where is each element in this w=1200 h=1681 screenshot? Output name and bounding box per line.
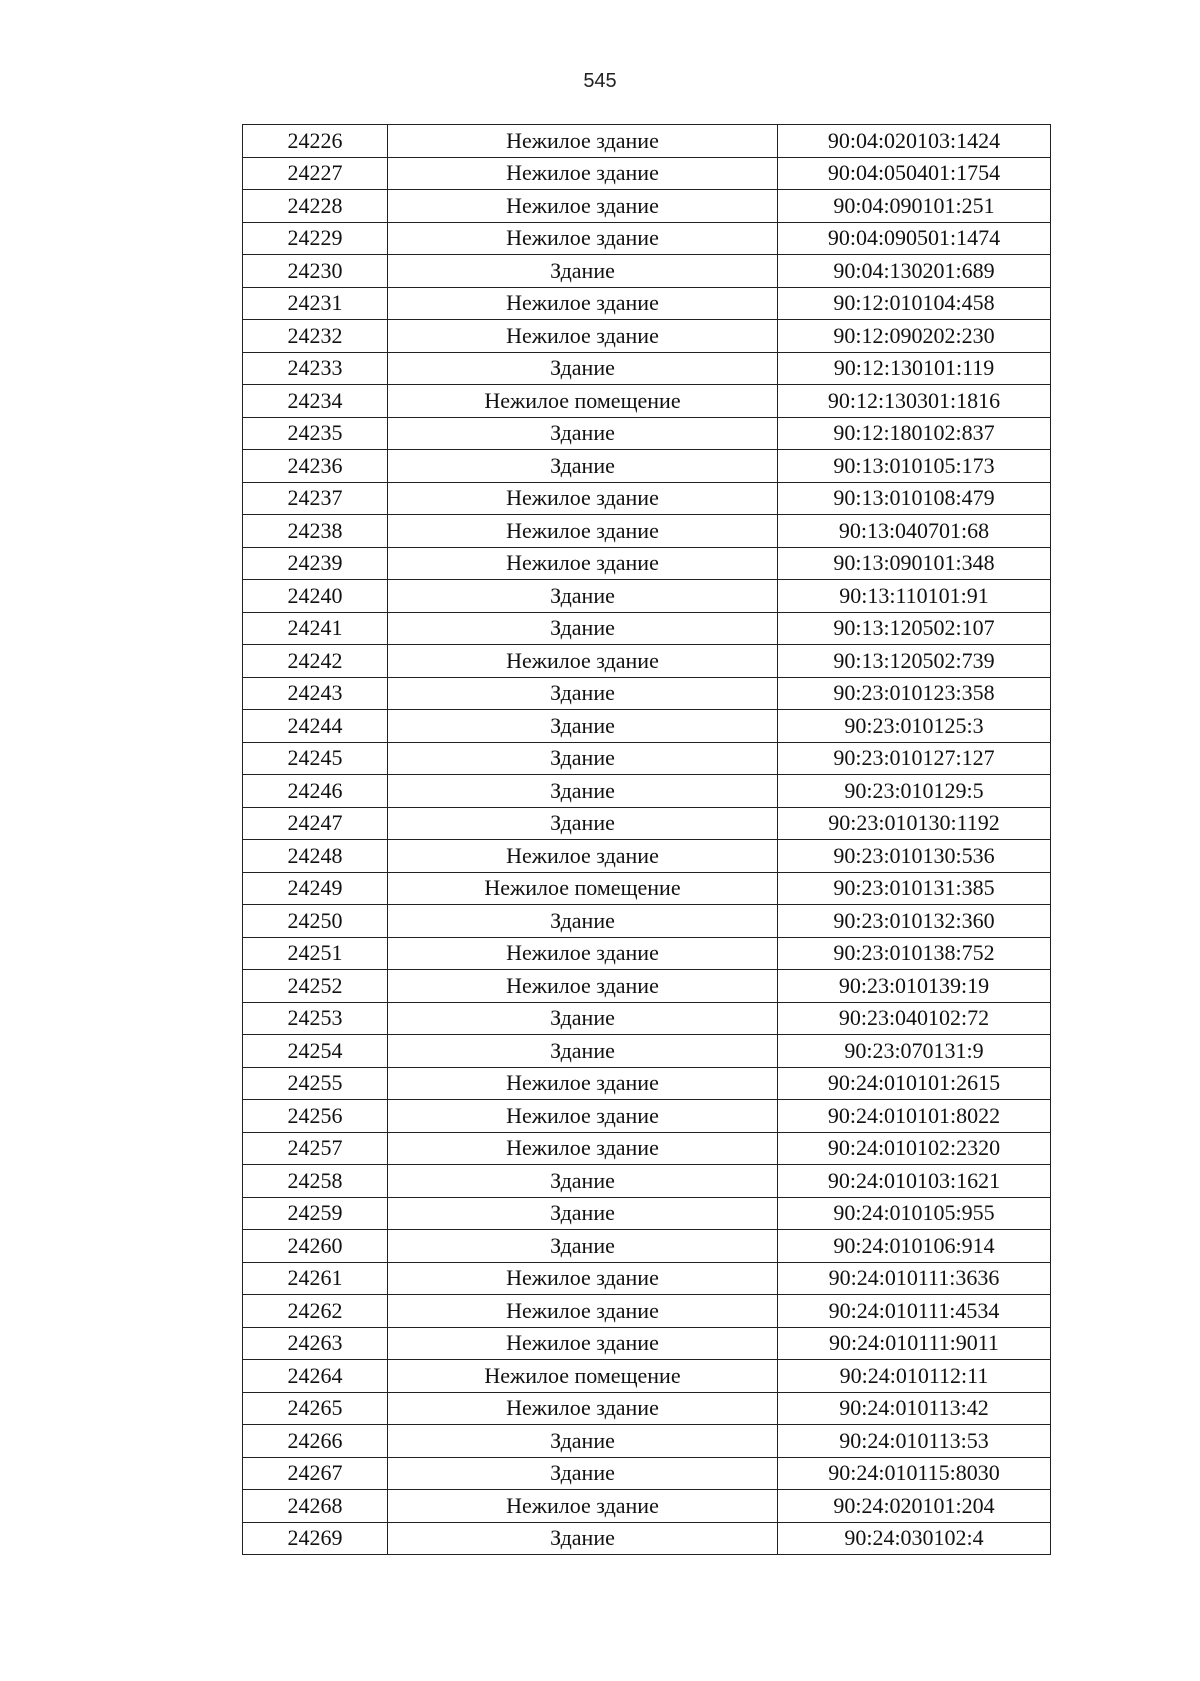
object-name-cell: Нежилое здание bbox=[388, 125, 778, 158]
row-number-cell: 24266 bbox=[243, 1425, 388, 1458]
table-row bbox=[243, 645, 1051, 678]
table-row bbox=[243, 352, 1051, 385]
object-name-cell: Здание bbox=[388, 775, 778, 808]
object-name-cell: Нежилое здание bbox=[388, 287, 778, 320]
row-number-cell: 24239 bbox=[243, 547, 388, 580]
table-row bbox=[243, 125, 1051, 158]
row-number-cell: 24227 bbox=[243, 157, 388, 190]
object-name-cell: Нежилое здание bbox=[388, 1262, 778, 1295]
row-number-cell: 24229 bbox=[243, 222, 388, 255]
cadastral-number-cell: 90:24:010113:53 bbox=[778, 1425, 1051, 1458]
page-number: 545 bbox=[583, 70, 617, 92]
table-row bbox=[243, 1490, 1051, 1523]
cadastral-number-cell: 90:04:090501:1474 bbox=[778, 222, 1051, 255]
cadastral-number-cell: 90:24:010112:11 bbox=[778, 1360, 1051, 1393]
object-name-cell: Здание bbox=[388, 1165, 778, 1198]
object-name-cell: Здание bbox=[388, 1425, 778, 1458]
object-name-cell: Здание bbox=[388, 1035, 778, 1068]
table-row bbox=[243, 580, 1051, 613]
table-row bbox=[243, 1165, 1051, 1198]
object-name-cell: Здание bbox=[388, 710, 778, 743]
row-number-cell: 24247 bbox=[243, 807, 388, 840]
object-name-cell: Нежилое здание bbox=[388, 222, 778, 255]
row-number-cell: 24269 bbox=[243, 1522, 388, 1555]
object-name-cell: Нежилое здание bbox=[388, 1327, 778, 1360]
table-row bbox=[243, 710, 1051, 743]
object-name-cell: Здание bbox=[388, 580, 778, 613]
object-name-cell: Здание bbox=[388, 255, 778, 288]
row-number-cell: 24261 bbox=[243, 1262, 388, 1295]
row-number-cell: 24268 bbox=[243, 1490, 388, 1523]
object-name-cell: Здание bbox=[388, 612, 778, 645]
cadastral-number-cell: 90:23:010138:752 bbox=[778, 937, 1051, 970]
cadastral-number-cell: 90:13:120502:739 bbox=[778, 645, 1051, 678]
cadastral-number-cell: 90:23:010139:19 bbox=[778, 970, 1051, 1003]
object-name-cell: Нежилое здание bbox=[388, 970, 778, 1003]
cadastral-number-cell: 90:23:010129:5 bbox=[778, 775, 1051, 808]
object-name-cell: Здание bbox=[388, 450, 778, 483]
table-row bbox=[243, 807, 1051, 840]
table-row bbox=[243, 1002, 1051, 1035]
cadastral-number-cell: 90:12:010104:458 bbox=[778, 287, 1051, 320]
object-name-cell: Нежилое здание bbox=[388, 1392, 778, 1425]
table-row bbox=[243, 937, 1051, 970]
cadastral-number-cell: 90:23:040102:72 bbox=[778, 1002, 1051, 1035]
cadastral-number-cell: 90:24:010103:1621 bbox=[778, 1165, 1051, 1198]
cadastral-number-cell: 90:13:090101:348 bbox=[778, 547, 1051, 580]
cadastral-number-cell: 90:24:010111:9011 bbox=[778, 1327, 1051, 1360]
cadastral-number-cell: 90:12:130301:1816 bbox=[778, 385, 1051, 418]
row-number-cell: 24253 bbox=[243, 1002, 388, 1035]
table-row bbox=[243, 677, 1051, 710]
cadastral-number-cell: 90:13:040701:68 bbox=[778, 515, 1051, 548]
cadastral-number-cell: 90:13:120502:107 bbox=[778, 612, 1051, 645]
object-name-cell: Здание bbox=[388, 807, 778, 840]
row-number-cell: 24238 bbox=[243, 515, 388, 548]
object-name-cell: Здание bbox=[388, 1457, 778, 1490]
row-number-cell: 24257 bbox=[243, 1132, 388, 1165]
table-row bbox=[243, 1197, 1051, 1230]
table-row bbox=[243, 450, 1051, 483]
cadastral-number-cell: 90:24:010106:914 bbox=[778, 1230, 1051, 1263]
table-row bbox=[243, 1425, 1051, 1458]
cadastral-number-cell: 90:24:010101:8022 bbox=[778, 1100, 1051, 1133]
row-number-cell: 24236 bbox=[243, 450, 388, 483]
cadastral-number-cell: 90:24:010111:3636 bbox=[778, 1262, 1051, 1295]
cadastral-number-cell: 90:23:010131:385 bbox=[778, 872, 1051, 905]
object-name-cell: Нежилое здание bbox=[388, 547, 778, 580]
row-number-cell: 24244 bbox=[243, 710, 388, 743]
object-name-cell: Нежилое помещение bbox=[388, 385, 778, 418]
row-number-cell: 24254 bbox=[243, 1035, 388, 1068]
table-row bbox=[243, 385, 1051, 418]
table-row bbox=[243, 287, 1051, 320]
object-name-cell: Здание bbox=[388, 742, 778, 775]
cadastral-number-cell: 90:23:010132:360 bbox=[778, 905, 1051, 938]
cadastral-number-cell: 90:13:010108:479 bbox=[778, 482, 1051, 515]
cadastral-number-cell: 90:13:010105:173 bbox=[778, 450, 1051, 483]
cadastral-number-cell: 90:24:020101:204 bbox=[778, 1490, 1051, 1523]
object-name-cell: Нежилое здание bbox=[388, 840, 778, 873]
cadastral-number-cell: 90:24:010101:2615 bbox=[778, 1067, 1051, 1100]
table-row bbox=[243, 872, 1051, 905]
object-name-cell: Нежилое здание bbox=[388, 1295, 778, 1328]
object-name-cell: Здание bbox=[388, 1522, 778, 1555]
row-number-cell: 24246 bbox=[243, 775, 388, 808]
table-row bbox=[243, 1457, 1051, 1490]
table-row bbox=[243, 1262, 1051, 1295]
row-number-cell: 24262 bbox=[243, 1295, 388, 1328]
object-name-cell: Здание bbox=[388, 352, 778, 385]
object-name-cell: Здание bbox=[388, 417, 778, 450]
cadastral-number-cell: 90:23:010130:1192 bbox=[778, 807, 1051, 840]
row-number-cell: 24235 bbox=[243, 417, 388, 450]
cadastral-number-cell: 90:04:090101:251 bbox=[778, 190, 1051, 223]
cadastral-number-cell: 90:23:010125:3 bbox=[778, 710, 1051, 743]
cadastral-number-cell: 90:24:010113:42 bbox=[778, 1392, 1051, 1425]
table-row bbox=[243, 775, 1051, 808]
table-row bbox=[243, 1392, 1051, 1425]
object-name-cell: Нежилое здание bbox=[388, 190, 778, 223]
row-number-cell: 24265 bbox=[243, 1392, 388, 1425]
row-number-cell: 24226 bbox=[243, 125, 388, 158]
table-row bbox=[243, 970, 1051, 1003]
table-row bbox=[243, 255, 1051, 288]
cadastral-number-cell: 90:04:050401:1754 bbox=[778, 157, 1051, 190]
cadastral-number-cell: 90:24:010105:955 bbox=[778, 1197, 1051, 1230]
cadastral-number-cell: 90:04:020103:1424 bbox=[778, 125, 1051, 158]
row-number-cell: 24260 bbox=[243, 1230, 388, 1263]
row-number-cell: 24234 bbox=[243, 385, 388, 418]
object-name-cell: Нежилое здание bbox=[388, 1100, 778, 1133]
registry-table-body bbox=[243, 125, 1051, 1555]
row-number-cell: 24232 bbox=[243, 320, 388, 353]
cadastral-number-cell: 90:23:010130:536 bbox=[778, 840, 1051, 873]
object-name-cell: Здание bbox=[388, 1197, 778, 1230]
object-name-cell: Нежилое здание bbox=[388, 515, 778, 548]
row-number-cell: 24249 bbox=[243, 872, 388, 905]
object-name-cell: Нежилое здание bbox=[388, 157, 778, 190]
row-number-cell: 24241 bbox=[243, 612, 388, 645]
table-row bbox=[243, 547, 1051, 580]
table-row bbox=[243, 742, 1051, 775]
cadastral-number-cell: 90:24:030102:4 bbox=[778, 1522, 1051, 1555]
object-name-cell: Здание bbox=[388, 1002, 778, 1035]
table-row bbox=[243, 1100, 1051, 1133]
table-row bbox=[243, 612, 1051, 645]
row-number-cell: 24228 bbox=[243, 190, 388, 223]
registry-table bbox=[242, 124, 1051, 1555]
object-name-cell: Нежилое здание bbox=[388, 1132, 778, 1165]
row-number-cell: 24231 bbox=[243, 287, 388, 320]
table-row bbox=[243, 840, 1051, 873]
object-name-cell: Нежилое здание bbox=[388, 320, 778, 353]
cadastral-number-cell: 90:23:010127:127 bbox=[778, 742, 1051, 775]
row-number-cell: 24251 bbox=[243, 937, 388, 970]
table-row bbox=[243, 320, 1051, 353]
object-name-cell: Здание bbox=[388, 1230, 778, 1263]
cadastral-number-cell: 90:12:090202:230 bbox=[778, 320, 1051, 353]
row-number-cell: 24248 bbox=[243, 840, 388, 873]
row-number-cell: 24256 bbox=[243, 1100, 388, 1133]
table-row bbox=[243, 1132, 1051, 1165]
row-number-cell: 24230 bbox=[243, 255, 388, 288]
row-number-cell: 24243 bbox=[243, 677, 388, 710]
object-name-cell: Нежилое здание bbox=[388, 482, 778, 515]
cadastral-number-cell: 90:13:110101:91 bbox=[778, 580, 1051, 613]
cadastral-number-cell: 90:12:130101:119 bbox=[778, 352, 1051, 385]
table-row bbox=[243, 417, 1051, 450]
table-row bbox=[243, 1522, 1051, 1555]
object-name-cell: Нежилое здание bbox=[388, 1067, 778, 1100]
object-name-cell: Нежилое здание bbox=[388, 937, 778, 970]
table-row bbox=[243, 1360, 1051, 1393]
row-number-cell: 24267 bbox=[243, 1457, 388, 1490]
row-number-cell: 24242 bbox=[243, 645, 388, 678]
row-number-cell: 24245 bbox=[243, 742, 388, 775]
row-number-cell: 24240 bbox=[243, 580, 388, 613]
row-number-cell: 24263 bbox=[243, 1327, 388, 1360]
object-name-cell: Нежилое здание bbox=[388, 1490, 778, 1523]
table-row bbox=[243, 515, 1051, 548]
row-number-cell: 24259 bbox=[243, 1197, 388, 1230]
cadastral-number-cell: 90:12:180102:837 bbox=[778, 417, 1051, 450]
cadastral-number-cell: 90:23:070131:9 bbox=[778, 1035, 1051, 1068]
object-name-cell: Здание bbox=[388, 905, 778, 938]
table-row bbox=[243, 1295, 1051, 1328]
object-name-cell: Нежилое помещение bbox=[388, 872, 778, 905]
table-row bbox=[243, 1035, 1051, 1068]
cadastral-number-cell: 90:24:010115:8030 bbox=[778, 1457, 1051, 1490]
table-row bbox=[243, 222, 1051, 255]
object-name-cell: Здание bbox=[388, 677, 778, 710]
table-row bbox=[243, 1067, 1051, 1100]
row-number-cell: 24264 bbox=[243, 1360, 388, 1393]
table-row bbox=[243, 905, 1051, 938]
object-name-cell: Нежилое помещение bbox=[388, 1360, 778, 1393]
row-number-cell: 24250 bbox=[243, 905, 388, 938]
table-row bbox=[243, 1327, 1051, 1360]
object-name-cell: Нежилое здание bbox=[388, 645, 778, 678]
cadastral-number-cell: 90:24:010111:4534 bbox=[778, 1295, 1051, 1328]
row-number-cell: 24258 bbox=[243, 1165, 388, 1198]
cadastral-number-cell: 90:04:130201:689 bbox=[778, 255, 1051, 288]
row-number-cell: 24252 bbox=[243, 970, 388, 1003]
cadastral-number-cell: 90:23:010123:358 bbox=[778, 677, 1051, 710]
row-number-cell: 24237 bbox=[243, 482, 388, 515]
table-row bbox=[243, 157, 1051, 190]
table-row bbox=[243, 482, 1051, 515]
row-number-cell: 24233 bbox=[243, 352, 388, 385]
table-row bbox=[243, 1230, 1051, 1263]
row-number-cell: 24255 bbox=[243, 1067, 388, 1100]
table-row bbox=[243, 190, 1051, 223]
cadastral-number-cell: 90:24:010102:2320 bbox=[778, 1132, 1051, 1165]
